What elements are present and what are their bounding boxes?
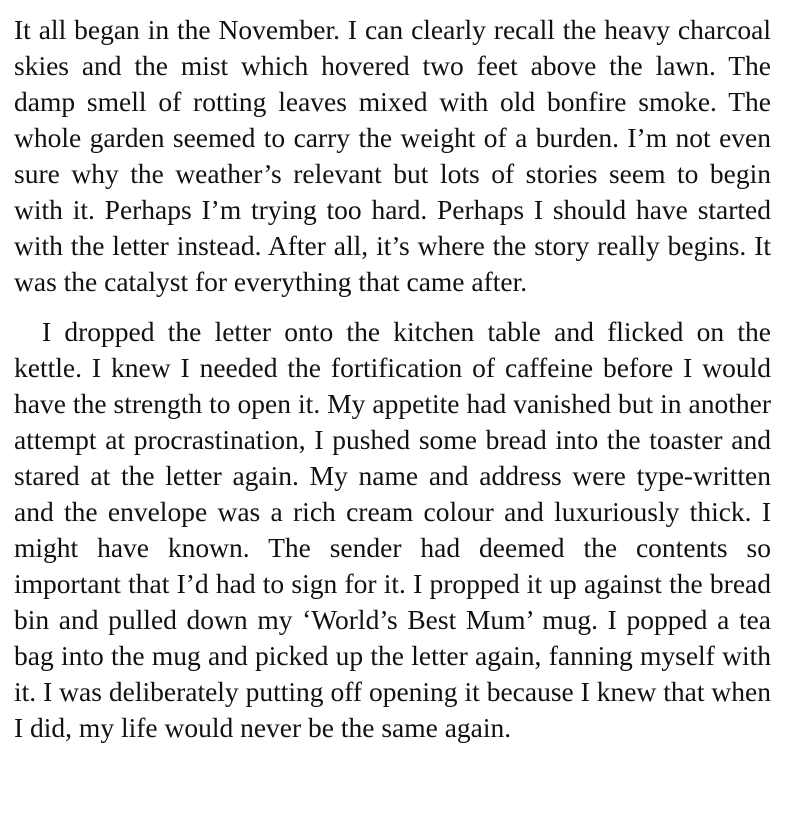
paragraph-1: It all began in the November. I can clearly recall the heavy charcoal skies and the mist which hovered two feet above the lawn. The damp smell of rotting leaves mixed with old bonfire smoke. The whole garden seemed to carry the weight of a burden. I’m not even sure why the weather’s relevant but lots of stories seem to begin with it. Perhaps I’m trying too hard. Perhaps I should have started with the letter instead. After all, it’s where the story really begins. It was the catalyst for everything that came after. xyxy=(14,14,771,297)
paragraph-2: I dropped the letter onto the kitchen table and flicked on the kettle. I knew I needed the fortification of caffeine before I would have the strength to open it. My appetite had vanished but in another attempt at procrastination, I pushed some bread into the toaster and stared at the letter again. My name and address were type-written and the envelope was a rich cream colour and luxuriously thick. I might have known. The sender had deemed the contents so important that I’d had to sign for it. I propped it up against the bread bin and pulled down my ‘World’s Best Mum’ mug. I popped a tea bag into the mug and picked up the letter again, fanning myself with it. I was deliberately putting off opening it because I knew that when I did, my life would never be the same again. xyxy=(14,316,771,743)
